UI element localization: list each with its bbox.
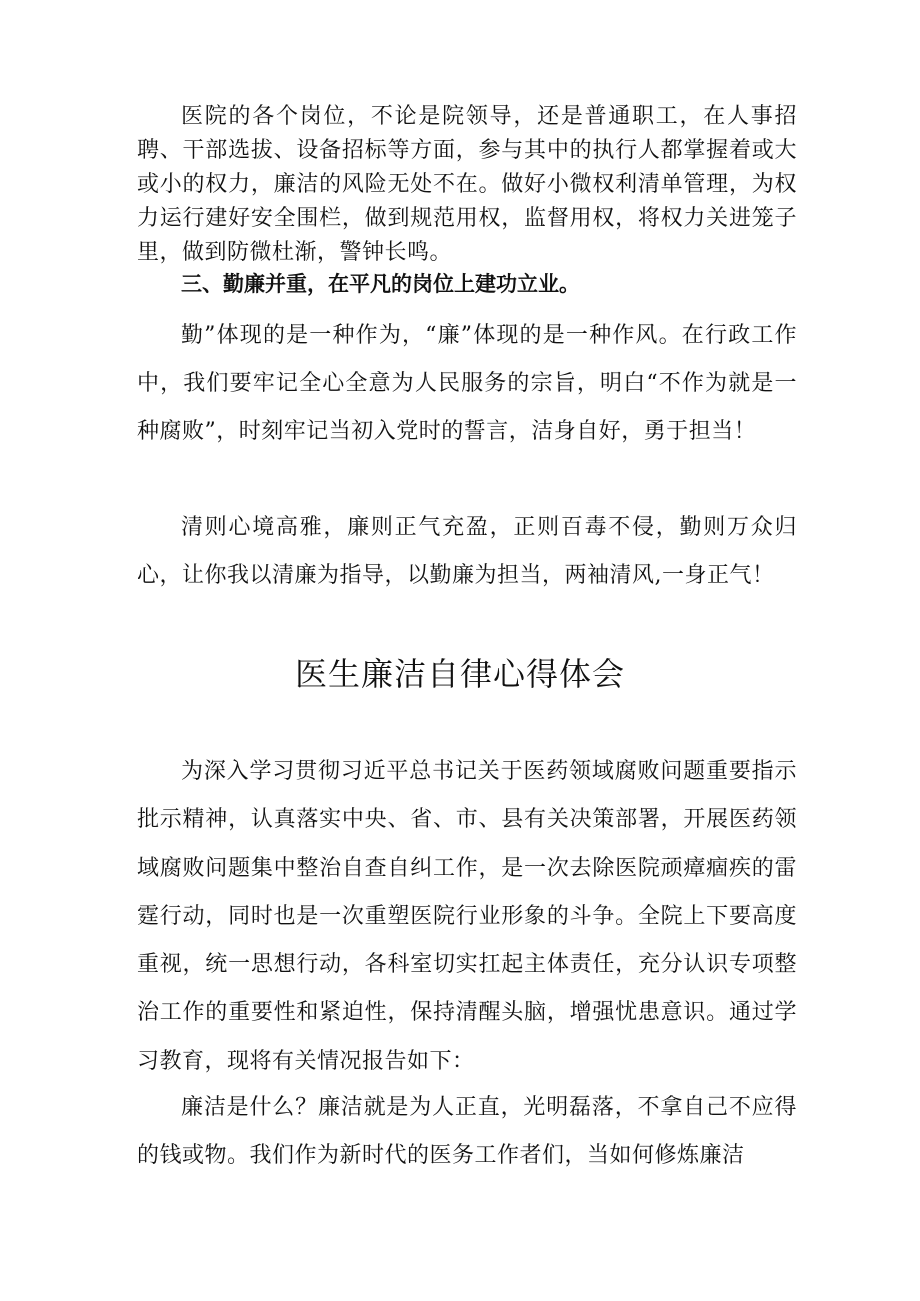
- paragraph-what-is-integrity: 廉洁是什么？廉洁就是为人正直，光明磊落，不拿自己不应得的钱或物。我们作为新时代的医务工作者们，当如何修炼廉洁: [137, 1095, 797, 1168]
- section-heading-three: 三、勤廉并重，在平凡的岗位上建功立业。: [181, 272, 580, 296]
- paragraph-integrity-motto: 清则心境高雅，廉则正气充盈，正则百毒不侵，勤则万众归心，让你我以清廉为指导，以勤廉为担当，两袖清风,一身正气！: [137, 515, 797, 588]
- paragraph-power-risk: 医院的各个岗位，不论是院领导，还是普通职工，在人事招聘、干部选拔、设备招标等方面，参与其中的执行人都掌握着或大或小的权力，廉洁的风险无处不在。做好小微权利清单管理，为权力运行建好安全围栏，做到规范用权，监督用权，将权力关进笼子里，做到防微杜渐，警钟长鸣。: [137, 104, 797, 265]
- document-title: 医生廉洁自律心得体会: [294, 655, 625, 693]
- paragraph-diligence: 勤”体现的是一种作为，“廉”体现的是一种作风。在行政工作中，我们要牢记全心全意为人民服务的宗旨，明白“不作为就是一种腐败”，时刻牢记当初入党时的誓言，洁身自好，勇于担当！: [137, 323, 797, 444]
- paragraph-introduction: 为深入学习贯彻习近平总书记关于医药领域腐败问题重要指示批示精神，认真落实中央、省、市、县有关决策部署，开展医药领域腐败问题集中整治自查自纠工作，是一次去除医院顽瘴痼疾的雷霆行动，同时也是一次重塑医院行业形象的斗争。全院上下要高度重视，统一思想行动，各科室切实扛起主体责任，充分认识专项整治工作的重要性和紧迫性，保持清醒头脑，增强忧患意识。通过学习教育，现将有关情况报告如下：: [137, 759, 797, 1074]
